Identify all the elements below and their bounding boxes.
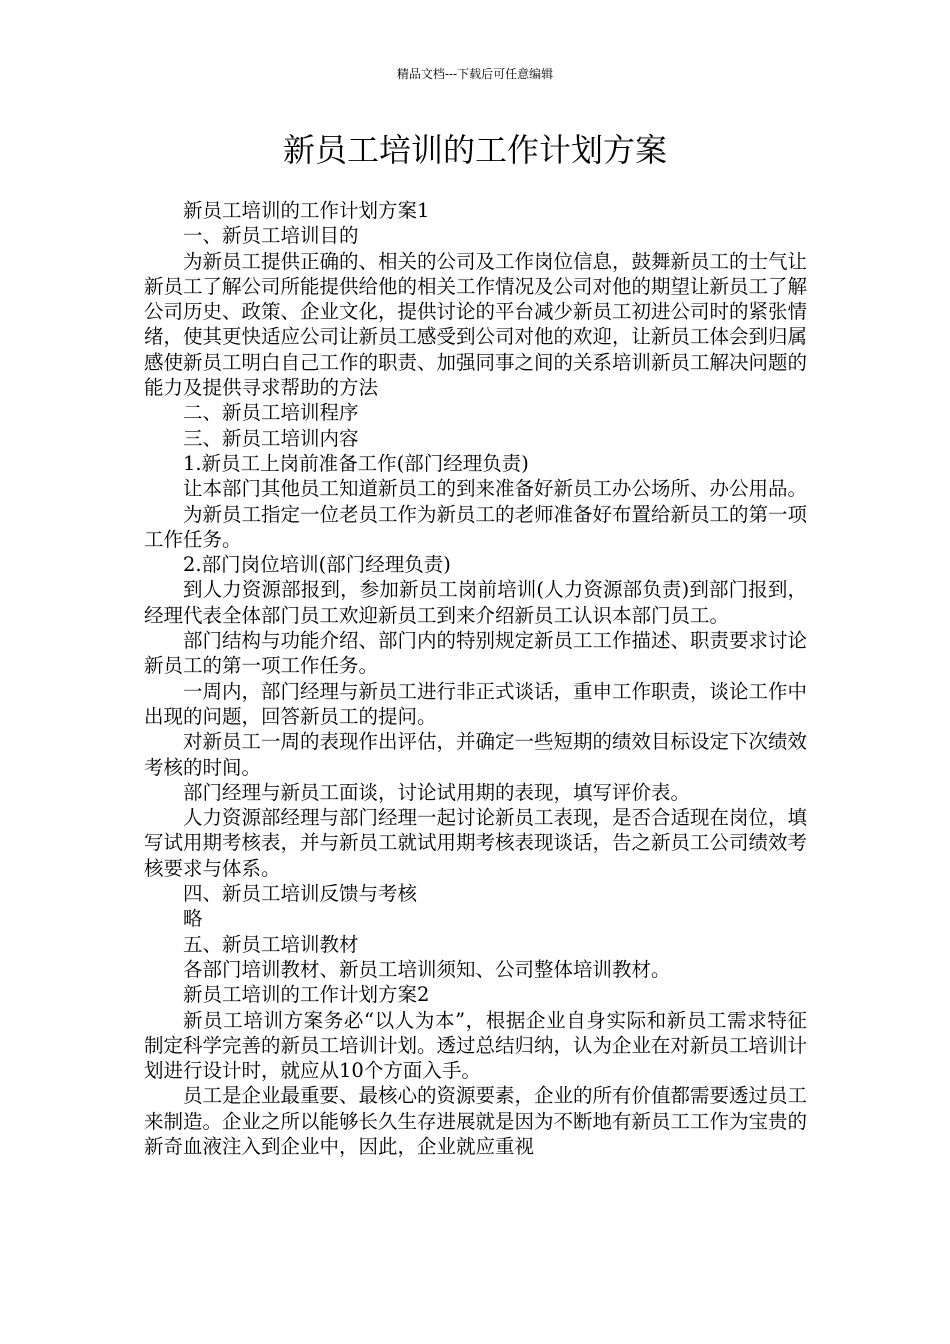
paragraph-text: 各部门培训教材、新员工培训须知、公司整体培训教材。 <box>183 957 671 981</box>
paragraph-text: 略 <box>183 907 203 931</box>
paragraph-section-2-heading: 二、新员工培训程序 <box>183 401 359 425</box>
paragraph-text: 一周内，部门经理与新员工进行非正式谈话，重申工作职责，谈论工作中出现的问题，回答新员工的提问。 <box>144 679 808 728</box>
header-note: 精品文档---下载后可任意编辑 <box>396 67 554 81</box>
paragraph-plan-1-heading: 新员工培训的工作计划方案1 <box>183 199 430 222</box>
paragraph-text: 部门经理与新员工面谈，讨论试用期的表现，填写评价表。 <box>183 780 691 804</box>
paragraph-text: 部门结构与功能介绍、部门内的特别规定新员工工作描述、职责要求讨论新员工的第一项工作任务。 <box>144 629 808 678</box>
paragraph-text: 人力资源部经理与部门经理一起讨论新员工表现，是否合适现在岗位，填写试用期考核表，并与新员工就试用期考核表现谈话，告之新员工公司绩效考核要求与体系。 <box>144 806 808 880</box>
paragraph-plan-2-heading: 新员工培训的工作计划方案2 <box>183 983 430 1007</box>
paragraph-text: 对新员工一周的表现作出评估，并确定一些短期的绩效目标设定下次绩效考核的时间。 <box>144 730 808 779</box>
document-body <box>144 198 807 1159</box>
page-title: 新员工培训的工作计划方案 <box>282 131 667 169</box>
paragraph-text: 为新员工指定一位老员工作为新员工的老师准备好布置给新员工的第一项工作任务。 <box>144 502 808 551</box>
paragraph-section-5-heading: 五、新员工培训教材 <box>183 932 359 956</box>
paragraph-text: 员工是企业最重要、最核心的资源要素，企业的所有价值都需要透过员工来制造。企业之所以能够长久生存进展就是因为不断地有新员工工作为宝贵的新奇血液注入到企业中，因此，企业就应重视 <box>144 1084 808 1158</box>
paragraph-text: 新员工培训方案务必“以人为本”，根据企业自身实际和新员工需求特征制定科学完善的新员工培训计划。透过总结归纳，认为企业在对新员工培训计划进行设计时，就应从10个方面入手。 <box>144 1008 808 1083</box>
paragraph-text: 到人力资源部报到，参加新员工岗前培训(人力资源部负责)到部门报到，经理代表全体部门员工欢迎新员工到来介绍新员工认识本部门员工。 <box>144 578 807 627</box>
paragraph-text: 让本部门其他员工知道新员工的到来准备好新员工办公场所、办公用品。 <box>183 477 808 501</box>
paragraph-subsection-2: 2.部门岗位培训(部门经理负责) <box>183 553 451 577</box>
paragraph-subsection-1: 1.新员工上岗前准备工作(部门经理负责) <box>183 451 529 475</box>
paragraph-section-1-heading: 一、新员工培训目的 <box>183 224 359 248</box>
paragraph-purpose-text: 为新员工提供正确的、相关的公司及工作岗位信息，鼓舞新员工的士气让新员工了解公司所能提供给他的相关工作情况及公司对他的期望让新员工了解公司历史、政策、企业文化，提供讨论的平台减少新员工初进公司时的紧张情绪，使其更快适应公司让新员工感受到公司对他的欢迎，让新员工体会到归属感使新员工明白自己工作的职责、加强同事之间的关系培训新员工解决问题的能力及提供寻求帮助的方法 <box>144 249 808 400</box>
paragraph-section-3-heading: 三、新员工培训内容 <box>183 426 359 450</box>
paragraph-section-4-heading: 四、新员工培训反馈与考核 <box>183 882 418 906</box>
